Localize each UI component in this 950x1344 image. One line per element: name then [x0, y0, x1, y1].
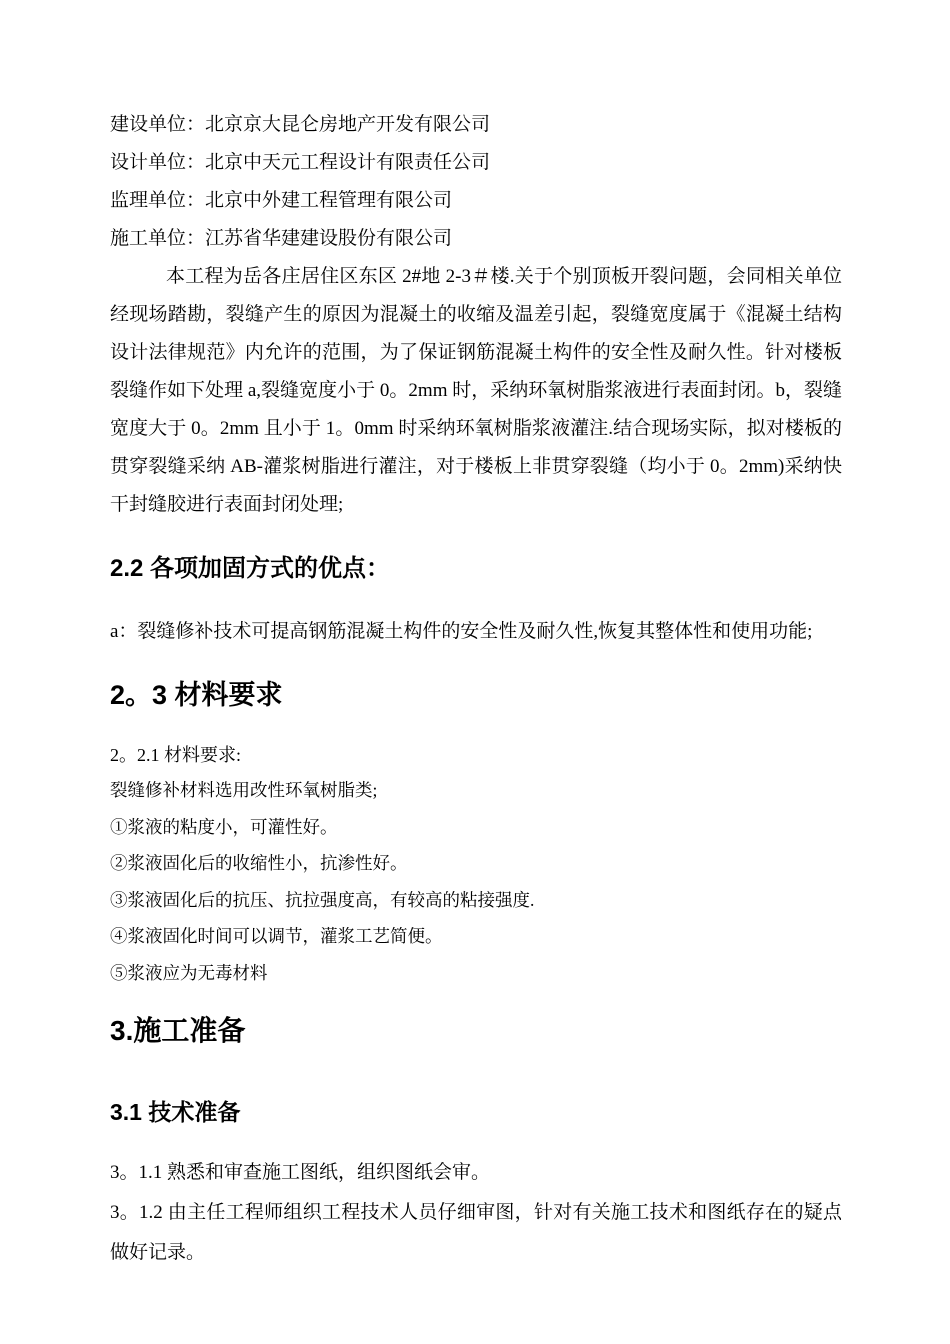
material-item-5: ⑤浆液应为无毒材料	[110, 962, 268, 983]
heading-section-2-2: 2.2 各项加固方式的优点：	[110, 555, 391, 582]
heading-section-2-3: 2。3 材料要求	[110, 680, 283, 710]
material-intro-line: 裂缝修补材料选用改性环氧树脂类;	[110, 780, 378, 800]
heading-section-3: 3.施工准备	[110, 1015, 246, 1046]
heading-section-3-1: 3.1 技术准备	[110, 1099, 241, 1125]
material-requirements-subheading: 2。2.1 材料要求:	[110, 745, 242, 765]
prep-item-3-1-1: 3。1.1 熟悉和审查施工图纸，组织图纸会审。	[110, 1162, 491, 1183]
info-line-supervision-unit: 监理单位：北京中外建工程管理有限公司	[110, 190, 453, 211]
material-item-2: ②浆液固化后的收缩性小，抗渗性好。	[110, 853, 408, 873]
advantage-item-a: a：裂缝修补技术可提高钢筋混凝土构件的安全性及耐久性,恢复其整体性和使用功能;	[110, 621, 813, 642]
material-requirements-list	[110, 772, 842, 991]
material-item-1: ①浆液的粘度小，可灌性好。	[110, 816, 338, 837]
material-item-3: ③浆液固化后的抗压、抗拉强度高，有较高的粘接强度.	[110, 889, 535, 910]
material-item-4: ④浆液固化时间可以调节，灌浆工艺简便。	[110, 926, 443, 946]
info-line-design-unit: 设计单位：北京中天元工程设计有限责任公司	[110, 152, 491, 173]
info-line-construction-owner: 建设单位：北京京大昆仑房地产开发有限公司	[110, 114, 491, 135]
intro-paragraph: 本工程为岳各庄居住区东区 2#地 2-3＃楼.关于个别顶板开裂问题，会同相关单位经现场踏勘，裂缝产生的原因为混凝土的收缩及温差引起，裂缝宽度属于《混凝土结构设计法律规范》内允许的范围，为了保证钢筋混凝土构件的安全性及耐久性。针对楼板裂缝作如下处理 a,裂缝宽度小于 0。2mm 时，采纳环氧树脂浆液进行表面封闭。b，裂缝宽度大于 0。2mm 且小于 1。0mm 时采纳环氧树脂浆液灌注.结合现场实际，拟对楼板的贯穿裂缝采纳 AB-灌浆树脂进行灌注，对于楼板上非贯穿裂缝（均小于 0。2mm)采纳快干封缝胶进行表面封闭处理;	[110, 266, 842, 515]
info-line-contractor-unit: 施工单位：江苏省华建建设股份有限公司	[110, 228, 453, 249]
project-info-block	[110, 106, 842, 258]
prep-item-3-1-2: 3。1.2 由主任工程师组织工程技术人员仔细审图，针对有关施工技术和图纸存在的疑点做好记录。	[110, 1202, 842, 1263]
technical-preparation-list	[110, 1153, 842, 1273]
